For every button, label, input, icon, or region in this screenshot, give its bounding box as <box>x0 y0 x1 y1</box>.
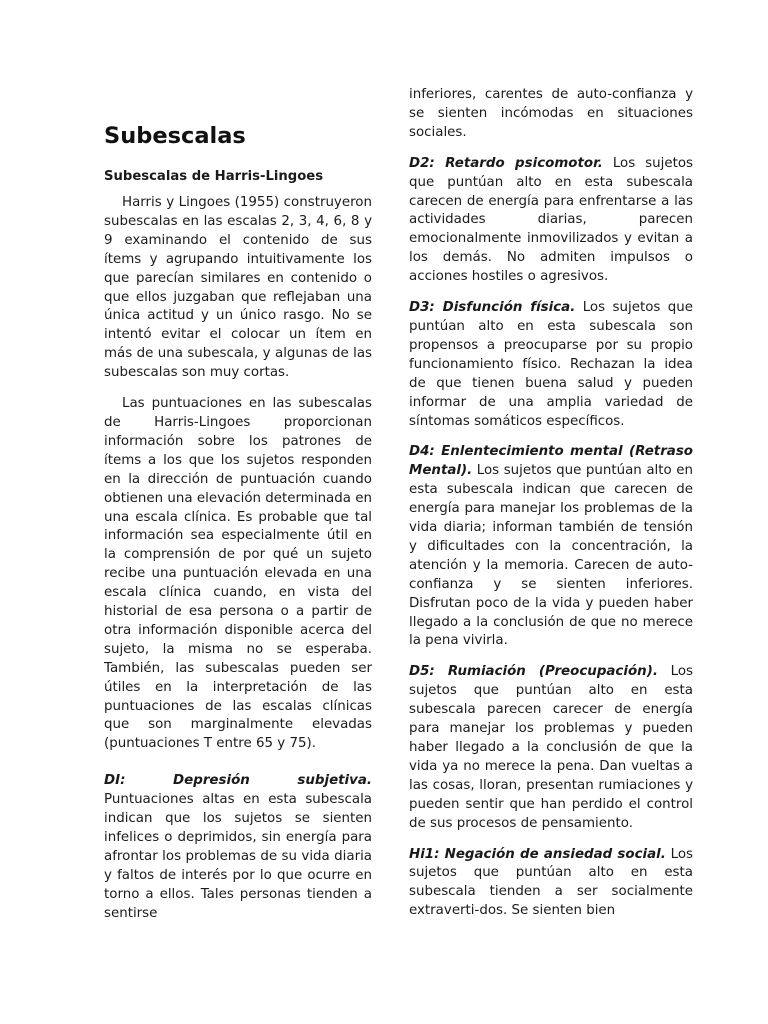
subscale-d4 <box>409 443 693 651</box>
page-title: Subescalas <box>104 123 246 149</box>
subscale-hi1 <box>409 846 693 922</box>
section-subtitle: Subescalas de Harris-Lingoes <box>104 169 324 184</box>
subscale-d4-text: Los sujetos que puntúan alto en esta subescala indican que carecen de energía para manejar los problemas de la vida diaria; informan también de tensión y dificultades con la concentración, la atención y la memoria. Carecen de auto-confianza y se sienten inferiores. Disfrutan poco de la vida y pueden haber llegado a la conclusión de que no merece la pena vivirla. <box>409 463 693 649</box>
subscale-d2-text: Los sujetos que puntúan alto en esta subescala carecen de energía para enfrentarse a las actividades diarias, parecen emocionalmente inmovilizados y evitan a los demás. No admiten impulsos o acciones hostiles o agresivos. <box>409 155 694 285</box>
subscale-d5 <box>409 663 693 833</box>
subscale-d3-term: D3: Disfunción física. <box>409 300 576 316</box>
subscale-d5-text: Los sujetos que puntúan alto en esta subescala parecen carecer de energía para manejar los problemas y pueden haber llegado a la conclusión de que la vida ya no merece la pena. Dan vueltas a las cosas, lloran, presentan rumiaciones y pueden sentir que han perdido el control de sus procesos de pensamiento. <box>409 664 693 831</box>
subscale-d1-text: Puntuaciones altas en esta subescala indican que los sujetos se sienten infelices o deprimidos, sin energía para afrontar los problemas de su vida diaria y faltos de interés por lo que ocurre en torno a ellos. Tales personas tienden a sentirse <box>104 792 372 921</box>
intro-paragraph: Harris y Lingoes (1955) construyeron subescalas en las escalas 2, 3, 4, 6, 8 y 9 examinando el contenido de sus ítems y agrupando intuitivamente los que parecían similares en contenido o que ellos juzgaban que reflejaban una única actitud y un único rasgo. No se intentó evitar el colocar un ítem en más de una subescala, y algunas de las subescalas son muy cortas. <box>104 195 372 381</box>
subscale-d3-text: Los sujetos que puntúan alto en esta subescala son propensos a preocuparse por su propio funcionamiento físico. Rechazan la idea de que tienen buena salud y pueden informar de una amplia variedad de síntomas somáticos específicos. <box>409 300 693 429</box>
subscale-d1-term: DI: Depresión subjetiva. <box>104 773 372 789</box>
subscale-d3 <box>409 299 693 431</box>
subscale-d2-term: D2: Retardo psicomotor. <box>409 155 603 171</box>
subscale-hi1-term: Hi1: Negación de ansiedad social. <box>409 846 666 862</box>
subscale-d1 <box>104 772 372 923</box>
left-column <box>104 86 372 924</box>
subscale-hi1-text: Los sujetos que puntúan alto en esta subescala tienden a ser socialmente extraverti-dos. Se sienten bien <box>409 846 693 919</box>
subscale-d4-term: D4: Enlentecimiento mental (Retraso Mental). <box>409 444 693 479</box>
continued-paragraph: inferiores, carentes de auto-confianza y se sienten incómodas en situaciones sociales. <box>409 87 693 140</box>
subscale-d2 <box>409 155 693 287</box>
right-column <box>409 86 693 921</box>
scores-paragraph: Las puntuaciones en las subescalas de Harris-Lingoes proporcionan información sobre los patrones de ítems a los que los sujetos responden en la dirección de puntuación cuando obtienen una elevación determinada en una escala clínica. Es probable que tal información sea especialmente útil en la comprensión de por qué un sujeto recibe una puntuación elevada en una escala clínica cuando, en vista del historial de esa persona o a partir de otra información disponible acerca del sujeto, la misma no se esperaba. También, las subescalas pueden ser útiles en la interpretación de las puntuaciones de las escalas clínicas que son marginalmente elevadas (puntuaciones T entre 65 y 75). <box>104 396 372 752</box>
subscale-d5-term: D5: Rumiación (Preocupación). <box>409 664 658 680</box>
